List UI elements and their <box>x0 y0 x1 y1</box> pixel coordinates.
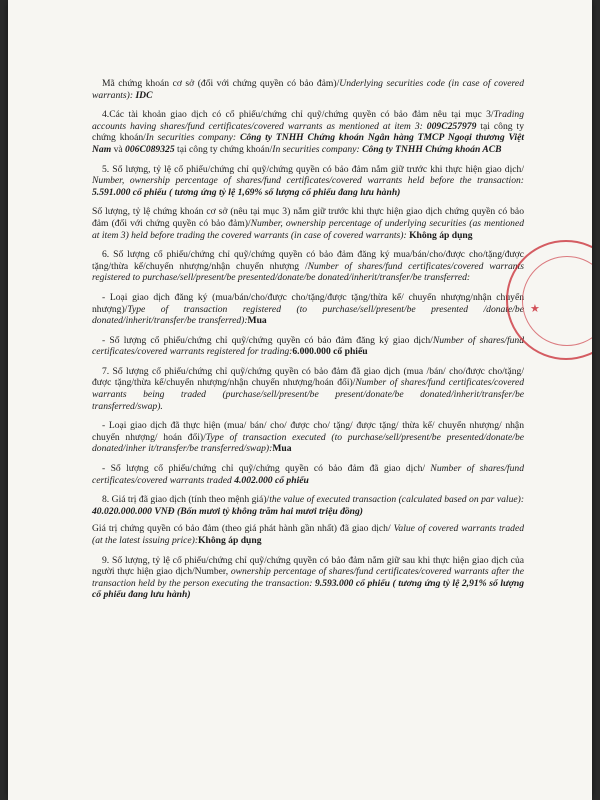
paragraph-underlying-holdings-before: Số lượng, tỷ lệ chứng khoán cơ sở (nêu tại mục 3) nắm giữ trước khi thực hiện giao dịch chứng quyền có bảo đảm (đối với chứng quyền có bảo đảm)/Number, ownership percentage of underlying securities (as mentioned at item 3) held before trading the covered warrants (in case of covered warrants): Không áp dụng <box>92 206 525 241</box>
paragraph-executed-type: - Loại giao dịch đã thực hiện (mua/ bán/ cho/ được cho/ tặng/ được tặng/ thừa kế/ chuyển nhượng/ nhận chuyển nhượng/ hoán đổi)/Type of transaction executed (to purchase/sell/present/be presented/donate/be donated/inher it/transfer/be transferred/swap):Mua <box>92 420 525 455</box>
document-page <box>8 0 592 800</box>
paragraph-traded-value: 8. Giá trị đã giao dịch (tính theo mệnh giá)/the value of executed transaction (calculated based on par value): 40.020.000.000 VNĐ (Bốn mươi tỷ không trăm hai mươi triệu đồng) <box>92 494 525 517</box>
paragraph-trading-accounts: 4.Các tài khoản giao dịch có cổ phiếu/chứng chỉ quỹ/chứng quyền có bảo đảm nêu tại mục 3/Trading accounts having shares/fund certificates/covered warrants as mentioned at item 3: 009C257979 tại công ty chứng khoán/In securities company: Công ty TNHH Chứng khoán Ngân hàng TMCP Ngoại thương Việt Nam và 006C089325 tại công ty chứng khoán/In securities company: Công ty TNHH Chứng khoán ACB <box>92 109 524 155</box>
seal-stamp-inner-ring <box>522 256 592 346</box>
paragraph-holdings-before: 5. Số lượng, tỷ lệ cổ phiếu/chứng chỉ quỹ/chứng quyền có bảo đảm nắm giữ trước khi thực hiện giao dịch/ Number, ownership percentage of shares/fund certificates/covered warrants held before the transaction: 5.591.000 cổ phiếu ( tương ứng tỷ lệ 1,69% số lượng cổ phiếu đang lưu hành) <box>92 163 524 198</box>
document-body <box>92 78 524 609</box>
paragraph-underlying-code: Mã chứng khoán cơ sở (đối với chứng quyền có bảo đảm)/Underlying securities code (in case of covered warrants): IDC <box>92 78 524 101</box>
paragraph-holdings-after: 9. Số lượng, tỷ lệ cổ phiếu/chứng chỉ quỹ/chứng quyền có bảo đảm nắm giữ sau khi thực hiện giao dịch của người thực hiện giao dịch/Number, ownership percentage of shares/fund certificates/covered warrants after the transaction held by the person executing the transaction: 9.593.000 cổ phiếu ( tương ứng tỷ lệ 2,91% số lượng cổ phiếu đang lưu hành) <box>92 554 525 601</box>
seal-star-icon: ★ <box>530 302 540 315</box>
paragraph-registered-type: - Loại giao dịch đăng ký (mua/bán/cho/được cho/tặng/được tặng/thừa kế/ chuyển nhượng/nhận chuyển nhượng)/Type of transaction registered (to purchase/sell/present/be presented /donate/be donated/inherit/transfer/be transferred):Mua <box>92 291 524 327</box>
paragraph-traded-quantity: - Số lượng cổ phiếu/chứng chỉ quỹ/chứng quyền có bảo đảm đã giao dịch/ Number of shares/fund certificates/covered warrants traded 4.002.000 cổ phiếu <box>92 463 524 486</box>
paragraph-registered-shares: 6. Số lượng cổ phiếu/chứng chỉ quỹ/chứng quyền có bảo đảm đăng ký mua/bán/cho/được cho/tặng/được tặng/thừa kế/chuyển nhượng/nhận chuyển nhượng /Number of shares/fund certificates/covered warrants registered to purchase/sell/present/be presented/donate/be donated/inherit/transfer/be transferred: <box>92 249 525 284</box>
paragraph-warrant-value: Giá trị chứng quyền có bảo đảm (theo giá phát hành gần nhất) đã giao dịch/ Value of covered warrants traded (at the latest issuing price):Không áp dụng <box>92 523 525 546</box>
paragraph-registered-quantity: - Số lượng cổ phiếu/chứng chỉ quỹ/chứng quyền có bảo đảm đăng ký giao dịch/Number of shares/fund certificates/covered warrants registered for trading:6.000.000 cổ phiếu <box>92 334 524 358</box>
paragraph-traded-shares: 7. Số lượng cổ phiếu/chứng chỉ quỹ/chứng quyền có bảo đảm đã giao dịch (mua /bán/ cho/được cho/tặng/được tặng/thừa kế/chuyển nhượng/nhận chuyển nhượng/hoán đổi)/Number of shares/fund certificates/covered warrants being traded (purchase/sell/present/be present/donate/be donated/inherit/transfer/be transferred/swap). <box>92 365 525 412</box>
